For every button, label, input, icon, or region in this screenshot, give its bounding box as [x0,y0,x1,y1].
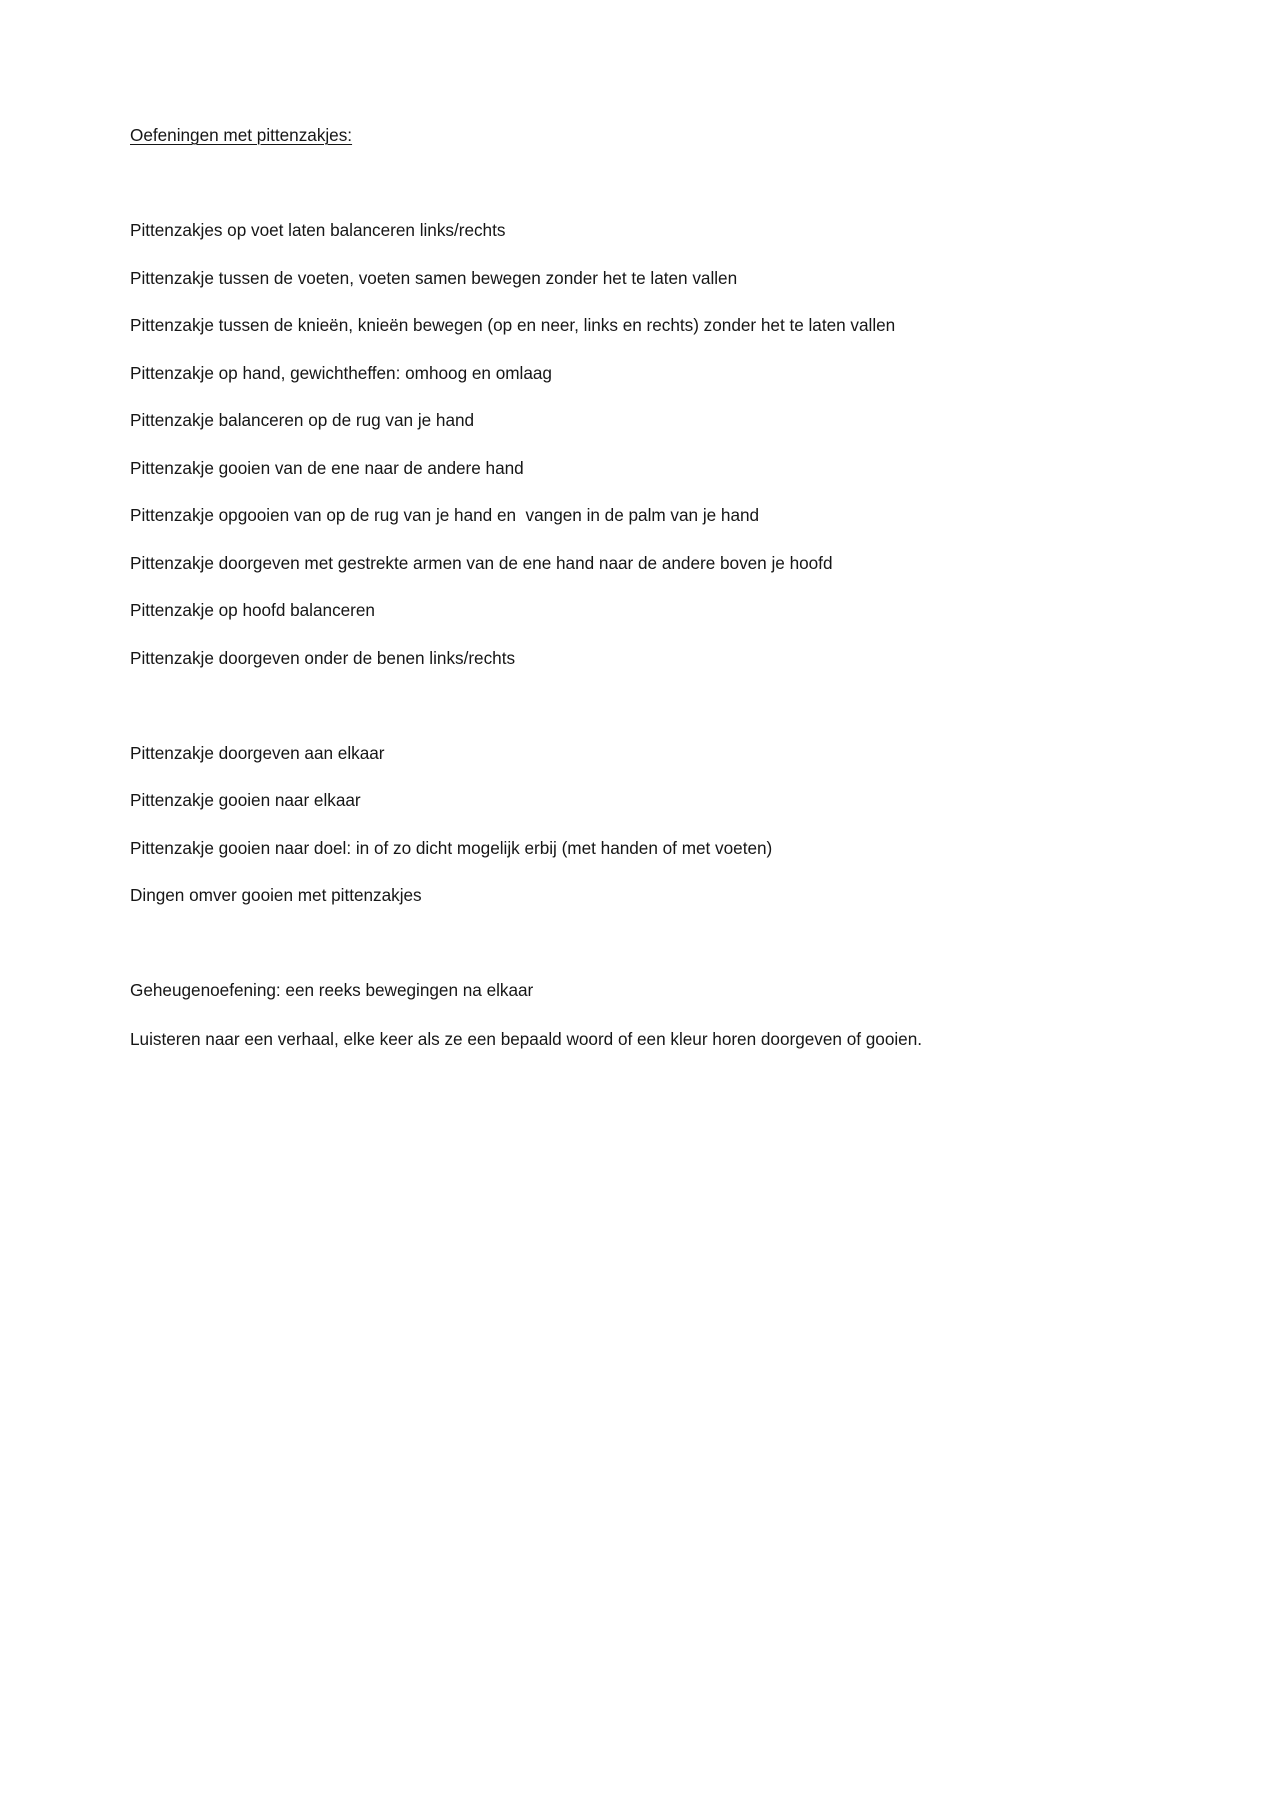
exercise-line-9: Pittenzakje op hoofd balanceren [130,600,375,620]
partner-line-2: Pittenzakje gooien naar elkaar [130,790,361,810]
exercise-line-2: Pittenzakje tussen de voeten, voeten samen bewegen zonder het te laten vallen [130,267,738,288]
exercise-line-6: Pittenzakje gooien van de ene naar de andere hand [130,457,524,478]
blank-line [130,160,975,208]
memory-line-2: Luisteren naar een verhaal, elke keer als ze een bepaald woord of een kleur horen doorgeven of gooien. [130,1028,922,1049]
memory-line-1: Geheugenoefening: een reeks bewegingen na elkaar [130,980,534,1000]
exercise-line-1: Pittenzakjes op voet laten balanceren links/rechts [130,220,506,240]
exercise-line-8: Pittenzakje doorgeven met gestrekte armen van de ene hand naar de andere boven je hoofd [130,552,833,573]
exercise-line-7: Pittenzakje opgooien van op de rug van je hand en vangen in de palm van je hand [130,505,760,525]
exercise-line-3: Pittenzakje tussen de knieën, knieën bewegen (op en neer, links en rechts) zonder het te laten vallen [130,315,896,335]
partner-line-3: Pittenzakje gooien naar doel: in of zo dicht mogelijk erbij (met handen of met voeten) [130,837,773,858]
partner-line-1: Pittenzakje doorgeven aan elkaar [130,742,385,763]
blank-line [130,920,975,968]
exercise-line-10: Pittenzakje doorgeven onder de benen links/rechts [130,647,516,668]
document-heading: Oefeningen met pittenzakjes: [130,125,353,145]
exercise-line-4: Pittenzakje op hand, gewichtheffen: omhoog en omlaag [130,362,552,383]
exercise-line-5: Pittenzakje balanceren op de rug van je hand [130,410,475,430]
partner-line-4: Dingen omver gooien met pittenzakjes [130,885,422,905]
document-body [130,112,975,1063]
blank-line [130,682,975,730]
